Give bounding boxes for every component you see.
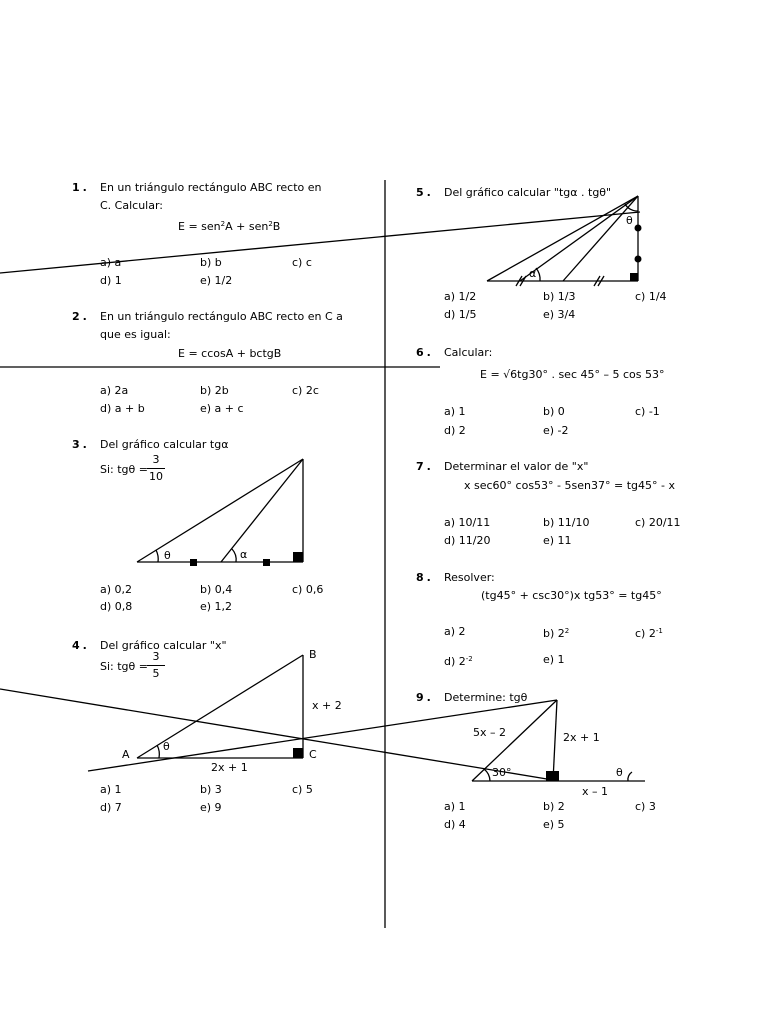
option-a: a) a: [100, 256, 122, 269]
option-e: e) 11: [543, 534, 572, 547]
option-a: a) 2: [444, 625, 466, 638]
angle-alpha-label: α: [240, 548, 248, 561]
problem-number: 4.: [72, 639, 90, 652]
option-d: d) 2: [444, 424, 466, 437]
option-d: d) 7: [100, 801, 122, 814]
given-fraction: 3 10: [149, 453, 163, 483]
problem-number: 3.: [72, 438, 90, 451]
option-e: e) 5: [543, 818, 565, 831]
problem-text: C. Calcular:: [100, 199, 164, 212]
option-e: e) 1/2: [200, 274, 233, 287]
problem-number: 1.: [72, 181, 90, 194]
option-a: a) 1: [100, 783, 122, 796]
formula: E = √6tg30° . sec 45° – 5 cos 53°: [480, 368, 665, 381]
option-a: a) 1: [444, 800, 466, 813]
option-d: d) 1: [100, 274, 122, 287]
problem-text: Del gráfico calcular tgα: [100, 438, 229, 451]
problem-number: 2.: [72, 310, 90, 323]
option-e: e) 9: [200, 801, 222, 814]
option-c: c) c: [292, 256, 312, 269]
option-b: b) 11/10: [543, 516, 590, 529]
option-c: c) 1/4: [635, 290, 667, 303]
option-b: b) b: [200, 256, 222, 269]
side-label: x + 2: [312, 699, 342, 712]
option-c: c) 0,6: [292, 583, 324, 596]
problem-text: que es igual:: [100, 328, 171, 341]
option-a: a) 2a: [100, 384, 129, 397]
option-d: d) 1/5: [444, 308, 477, 321]
option-a: a) 1/2: [444, 290, 477, 303]
angle-alpha-label: α: [529, 267, 537, 280]
given-label: Si: tgθ =: [100, 463, 148, 476]
problem-number: 6.: [416, 346, 434, 359]
problem-number: 9.: [416, 691, 434, 704]
angle-theta-label: θ: [616, 766, 623, 779]
problem-text: Resolver:: [444, 571, 495, 584]
problem-text: Determinar el valor de "x": [444, 460, 589, 473]
option-b: b) 3: [200, 783, 222, 796]
option-c: c) 20/11: [635, 516, 681, 529]
given-fraction: 3 5: [147, 651, 165, 680]
option-e: e) 3/4: [543, 308, 576, 321]
option-c: c) 3: [635, 800, 656, 813]
option-d: d) $2^{-2}$: [444, 655, 473, 668]
side-label: 2x + 1: [563, 731, 600, 744]
option-c: c) -1: [635, 405, 660, 418]
option-a: a) 10/11: [444, 516, 491, 529]
option-e: e) 1: [543, 653, 565, 666]
option-b: b) 1/3: [543, 290, 576, 303]
option-c: c) $2^{-1}$: [635, 627, 663, 640]
angle-theta-label: θ: [164, 549, 171, 562]
option-b: b) 0,4: [200, 583, 233, 596]
option-b: b) 2b: [200, 384, 229, 397]
side-label: 5x – 2: [473, 726, 506, 739]
option-d: d) 0,8: [100, 600, 133, 613]
option-d: d) 11/20: [444, 534, 491, 547]
side-label: 2x + 1: [211, 761, 248, 774]
option-a: a) 0,2: [100, 583, 133, 596]
option-e: e) a + c: [200, 402, 244, 415]
problem-text: En un triángulo rectángulo ABC recto en C a: [100, 310, 343, 323]
problem-number: 8.: [416, 571, 434, 584]
angle-theta-label: θ: [626, 214, 633, 227]
option-c: c) 5: [292, 783, 313, 796]
problem-number: 5.: [416, 186, 434, 199]
problem-number: 7.: [416, 460, 434, 473]
formula: E = ccosA + bctgB: [178, 347, 282, 360]
formula: E = sen$^2$A + sen$^2$B: [178, 220, 281, 233]
vertex-b-label: B: [309, 648, 317, 661]
problem-text: En un triángulo rectángulo ABC recto en: [100, 181, 322, 194]
option-e: e) 1,2: [200, 600, 233, 613]
problem-text: Del gráfico calcular "tgα . tgθ": [444, 186, 612, 199]
option-e: e) -2: [543, 424, 569, 437]
formula: (tg45° + csc30°)x tg53° = tg45°: [481, 589, 662, 602]
angle-theta-label: θ: [163, 740, 170, 753]
formula: x sec60° cos53° - 5sen37° = tg45° - x: [464, 479, 675, 492]
option-d: d) 4: [444, 818, 466, 831]
vertex-c-label: C: [309, 748, 317, 761]
figure-problem-5: [487, 196, 638, 286]
option-d: d) a + b: [100, 402, 145, 415]
side-label: x – 1: [582, 785, 609, 798]
given-label: Si: tgθ =: [100, 660, 148, 673]
problem-text: Determine: tgθ: [444, 691, 528, 704]
vertex-a-label: A: [122, 748, 130, 761]
angle-30-label: 30°: [492, 766, 512, 779]
option-c: c) 2c: [292, 384, 319, 397]
option-b: b) 2: [543, 800, 565, 813]
option-b: b) 0: [543, 405, 565, 418]
problem-text: Del gráfico calcular "x": [100, 639, 227, 652]
problem-text: Calcular:: [444, 346, 493, 359]
option-b: b) $2^2$: [543, 627, 570, 640]
option-a: a) 1: [444, 405, 466, 418]
